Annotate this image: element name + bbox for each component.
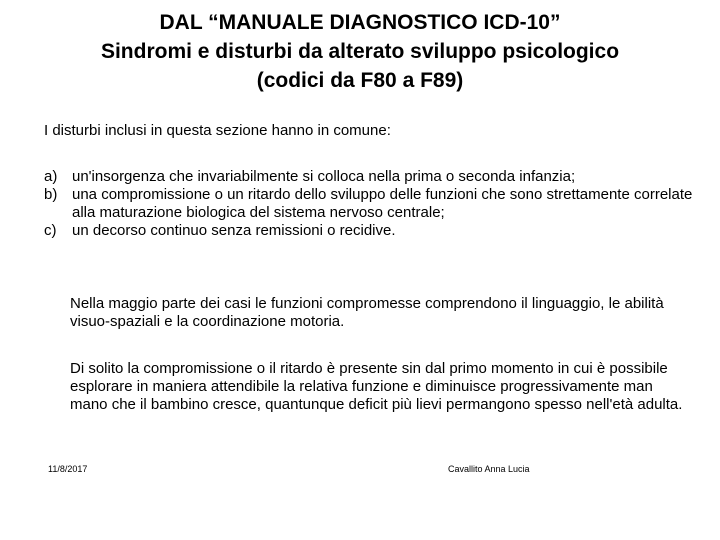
title-line-1: DAL “MANUALE DIAGNOSTICO ICD-10” (159, 11, 561, 34)
paragraph-progression: Di solito la compromissione o il ritardo è presente sin dal primo momento in cui è possibile esplorare in maniera attendibile la relativa funzione e diminuisce progressivamente man mano che il bambino cresce, quantunque deficit più lievi permangono spesso nell'età adulta. (70, 360, 683, 413)
list-item-text: un'insorgenza che invariabilmente si colloca nella prima o seconda infanzia; (72, 168, 576, 185)
footer-author: Cavallito Anna Lucia (448, 464, 530, 474)
title-line-3: (codici da F80 a F89) (256, 69, 464, 92)
list-item (44, 222, 694, 240)
criteria-list (44, 168, 694, 240)
list-marker: c) (44, 222, 57, 239)
title-line-2: Sindromi e disturbi da alterato sviluppo psicologico (100, 40, 620, 63)
list-item (44, 168, 694, 186)
footer-date: 11/8/2017 (48, 464, 88, 474)
paragraph-functions: Nella maggio parte dei casi le funzioni compromesse comprendono il linguaggio, le abilità visuo-spaziali e la coordinazione motoria. (70, 295, 664, 330)
list-item (44, 186, 694, 222)
list-marker: a) (44, 168, 58, 185)
intro-text: I disturbi inclusi in questa sezione hanno in comune: (44, 122, 391, 139)
list-item-text: una compromissione o un ritardo dello sviluppo delle funzioni che sono strettamente correlate alla maturazione biologica del sistema nervoso centrale; (72, 186, 693, 221)
list-marker: b) (44, 186, 58, 203)
list-item-text: un decorso continuo senza remissioni o recidive. (72, 222, 396, 239)
slide-title (20, 8, 700, 95)
